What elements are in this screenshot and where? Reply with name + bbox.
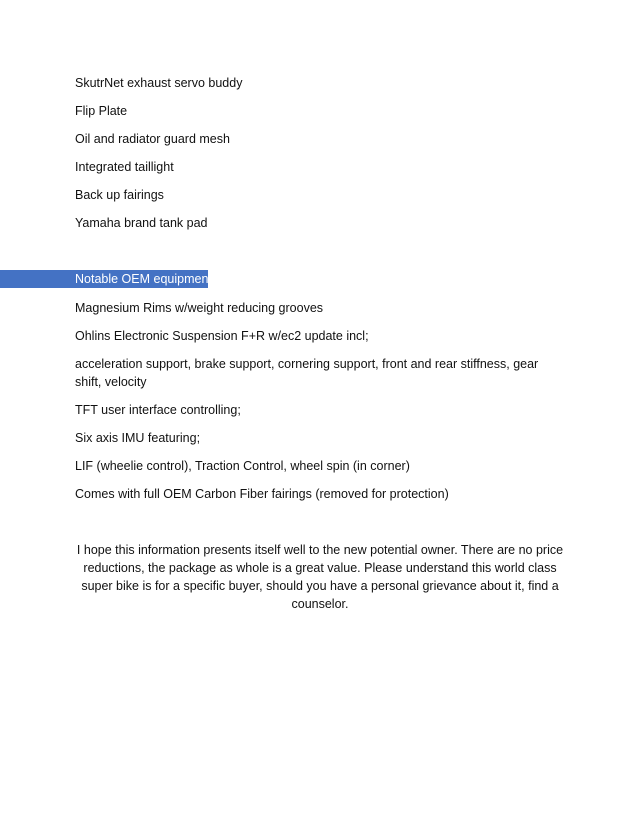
accessory-item: Back up fairings: [75, 188, 164, 202]
oem-item: TFT user interface controlling;: [75, 403, 241, 417]
oem-heading[interactable]: Notable OEM equipment:: [75, 272, 216, 286]
oem-item: acceleration support, brake support, cornering support, front and rear stiffness, gear shift, velocity: [75, 357, 539, 389]
accessory-item: Oil and radiator guard mesh: [75, 132, 230, 146]
accessory-item: Yamaha brand tank pad: [75, 216, 208, 230]
accessory-item: SkutrNet exhaust servo buddy: [75, 76, 243, 90]
accessory-item: Flip Plate: [75, 104, 128, 118]
oem-item: LIF (wheelie control), Traction Control, wheel spin (in corner): [75, 459, 410, 473]
closing-paragraph: I hope this information presents itself well to the new potential owner. There are no price reductions, the package as whole is a great value. Please understand this world class super bike is for a specific buyer, should you have a personal grievance about it, find a counselor.: [76, 543, 564, 611]
oem-item: Six axis IMU featuring;: [75, 431, 201, 445]
oem-item: Ohlins Electronic Suspension F+R w/ec2 update incl;: [75, 329, 369, 343]
oem-item: Comes with full OEM Carbon Fiber fairings (removed for protection): [75, 487, 449, 501]
accessory-item: Integrated taillight: [75, 160, 174, 174]
oem-item: Magnesium Rims w/weight reducing grooves: [75, 301, 324, 315]
